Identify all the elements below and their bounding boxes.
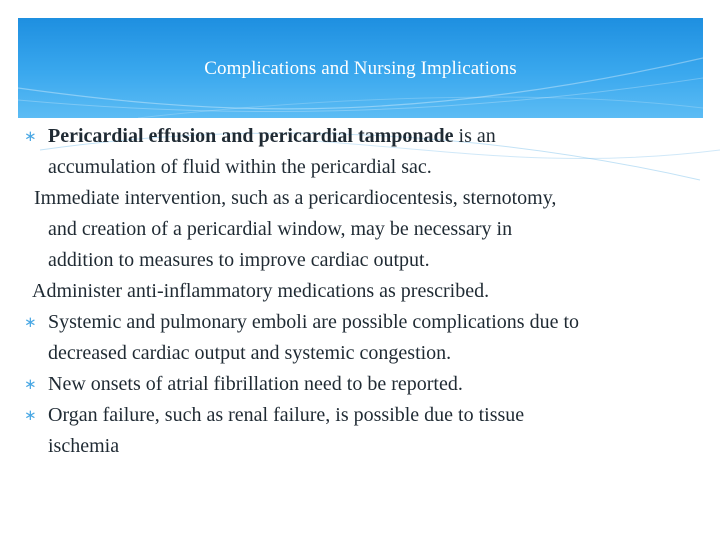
paragraph-line: Immediate intervention, such as a pericardiocentesis, sternotomy, <box>34 187 557 209</box>
slide-body <box>24 121 694 462</box>
bullet-text: Organ failure, such as renal failure, is possible due to tissue <box>48 404 525 426</box>
bullet-text: New onsets of atrial fibrillation need to be reported. <box>48 373 463 395</box>
asterisk-bullet-icon: ∗ <box>24 313 37 331</box>
paragraph-line: addition to measures to improve cardiac output. <box>48 249 430 271</box>
bold-term: Pericardial effusion and pericardial tamponade <box>48 125 454 147</box>
slide-title: Complications and Nursing Implications <box>204 58 517 79</box>
bullet-text: is an <box>453 125 496 147</box>
bullet-text-continued: ischemia <box>48 435 120 457</box>
bullet-text-continued: decreased cardiac output and systemic congestion. <box>48 342 452 364</box>
asterisk-bullet-icon: ∗ <box>24 406 37 424</box>
bullet-text-continued: accumulation of fluid within the pericardial sac. <box>48 156 432 178</box>
paragraph-line: Administer anti-inflammatory medications as prescribed. <box>32 280 490 302</box>
asterisk-bullet-icon: ∗ <box>24 127 37 145</box>
title-banner <box>18 18 703 118</box>
bullet-item <box>24 369 694 400</box>
paragraph-line: and creation of a pericardial window, may be necessary in <box>48 218 513 240</box>
bullet-text: Systemic and pulmonary emboli are possible complications due to <box>48 311 580 333</box>
asterisk-bullet-icon: ∗ <box>24 375 37 393</box>
bullet-item <box>24 121 694 183</box>
bullet-item <box>24 400 694 462</box>
bullet-item <box>24 307 694 369</box>
